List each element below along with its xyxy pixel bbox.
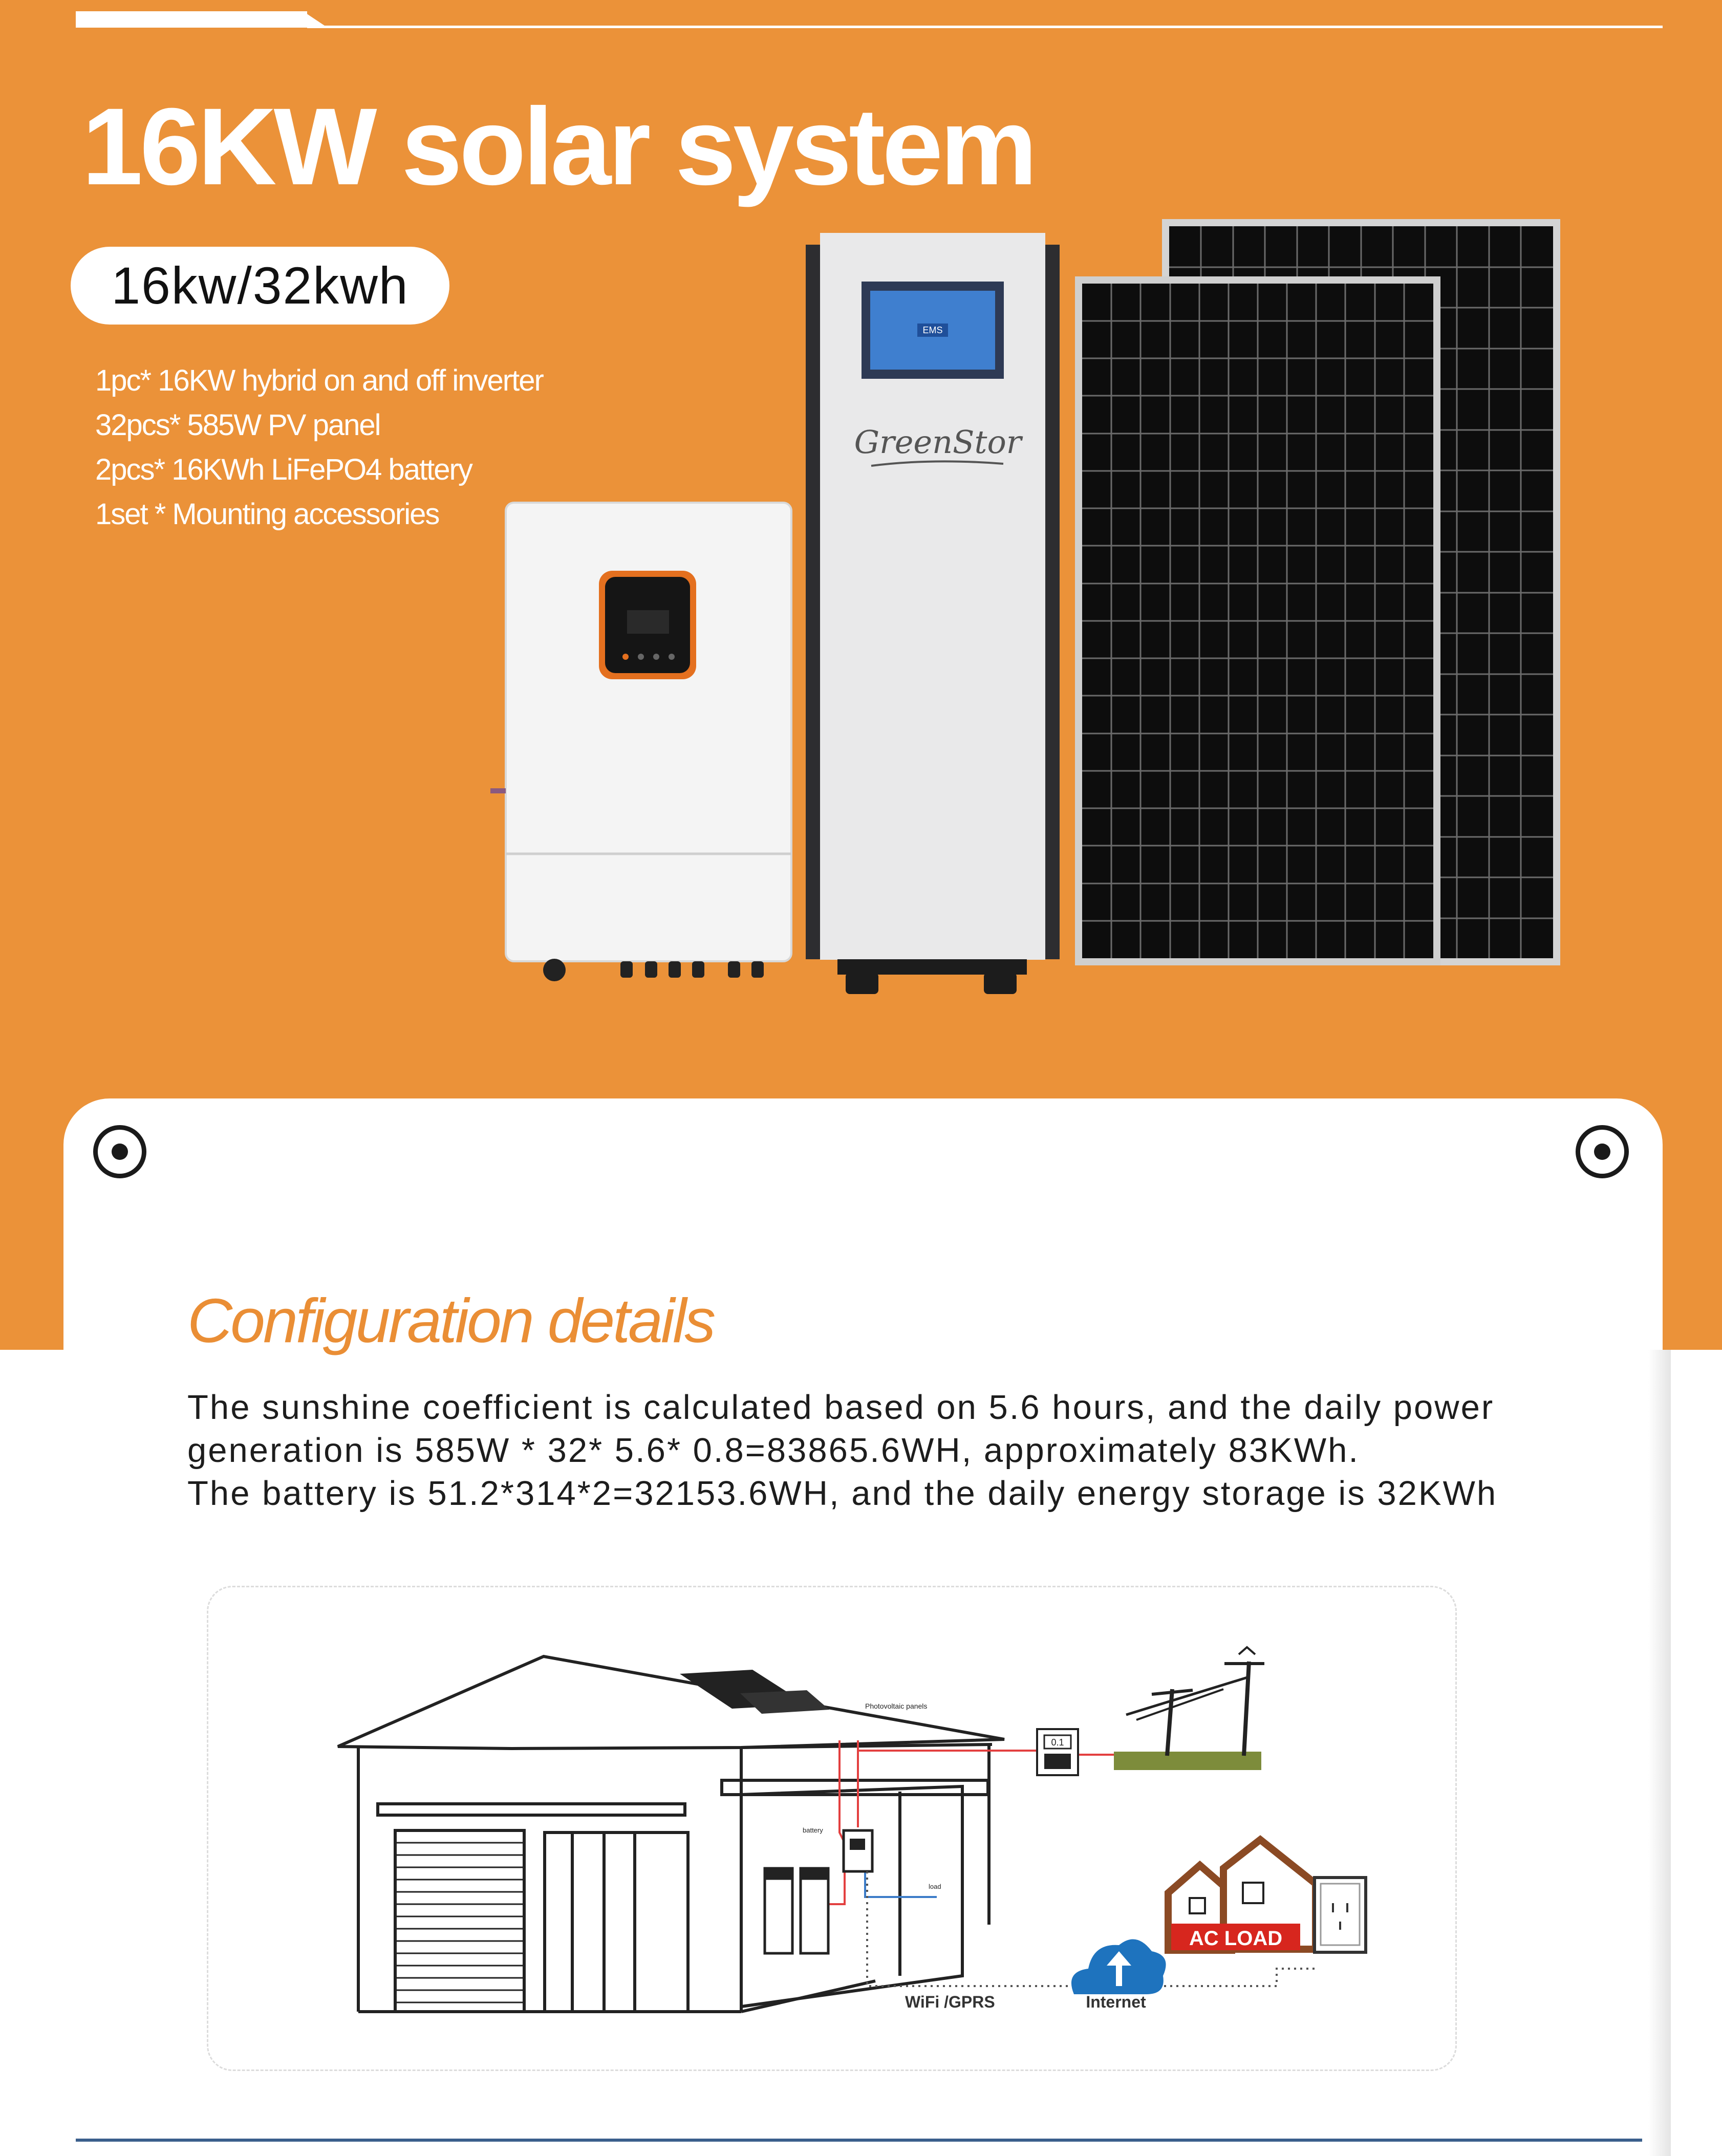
battery-text: battery xyxy=(803,1826,823,1834)
capacity-badge: 16kw/32kwh xyxy=(71,247,449,325)
battery-screen-label: EMS xyxy=(922,325,943,335)
roof-solar-panels xyxy=(680,1670,927,1714)
utility-grid-poles xyxy=(1114,1647,1264,1770)
spec-item: 2pcs* 16KWh LiFePO4 battery xyxy=(95,453,472,486)
internet-label: Internet xyxy=(1086,1993,1146,2011)
ac-load-label: AC LOAD xyxy=(1189,1927,1283,1950)
garage-batteries xyxy=(765,1868,828,1953)
config-line: The sunshine coefficient is calculated based on 5.6 hours, and the daily power xyxy=(187,1388,1495,1427)
spec-item: 32pcs* 585W PV panel xyxy=(95,408,380,442)
config-line: generation is 585W * 32* 5.6* 0.8=83865.6WH, approximately 83KWh. xyxy=(187,1431,1360,1470)
page-title: 16KW solar system xyxy=(82,85,1035,208)
config-line: The battery is 51.2*314*2=32153.6WH, and the daily energy storage is 32KWh xyxy=(187,1474,1498,1513)
wifi-gprs-label: WiFi /GPRS xyxy=(905,1993,995,2011)
spec-item: 1set * Mounting accessories xyxy=(95,498,439,531)
ac-load-house-icon xyxy=(1168,1840,1366,1952)
panel-label: Photovoltaic panels xyxy=(865,1702,928,1710)
config-title: Configuration details xyxy=(187,1286,714,1355)
garage-door-slats xyxy=(395,1843,524,2002)
load-text: load xyxy=(929,1883,941,1890)
meter-reading: 0.1 xyxy=(1051,1737,1064,1748)
internet-cloud-icon xyxy=(1071,1939,1166,1994)
battery-brand-logo: GreenStor xyxy=(854,423,1022,461)
meter-box xyxy=(1037,1729,1078,1775)
footer-rule xyxy=(76,2139,1642,2142)
spec-item: 1pc* 16KW hybrid on and off inverter xyxy=(95,364,543,397)
